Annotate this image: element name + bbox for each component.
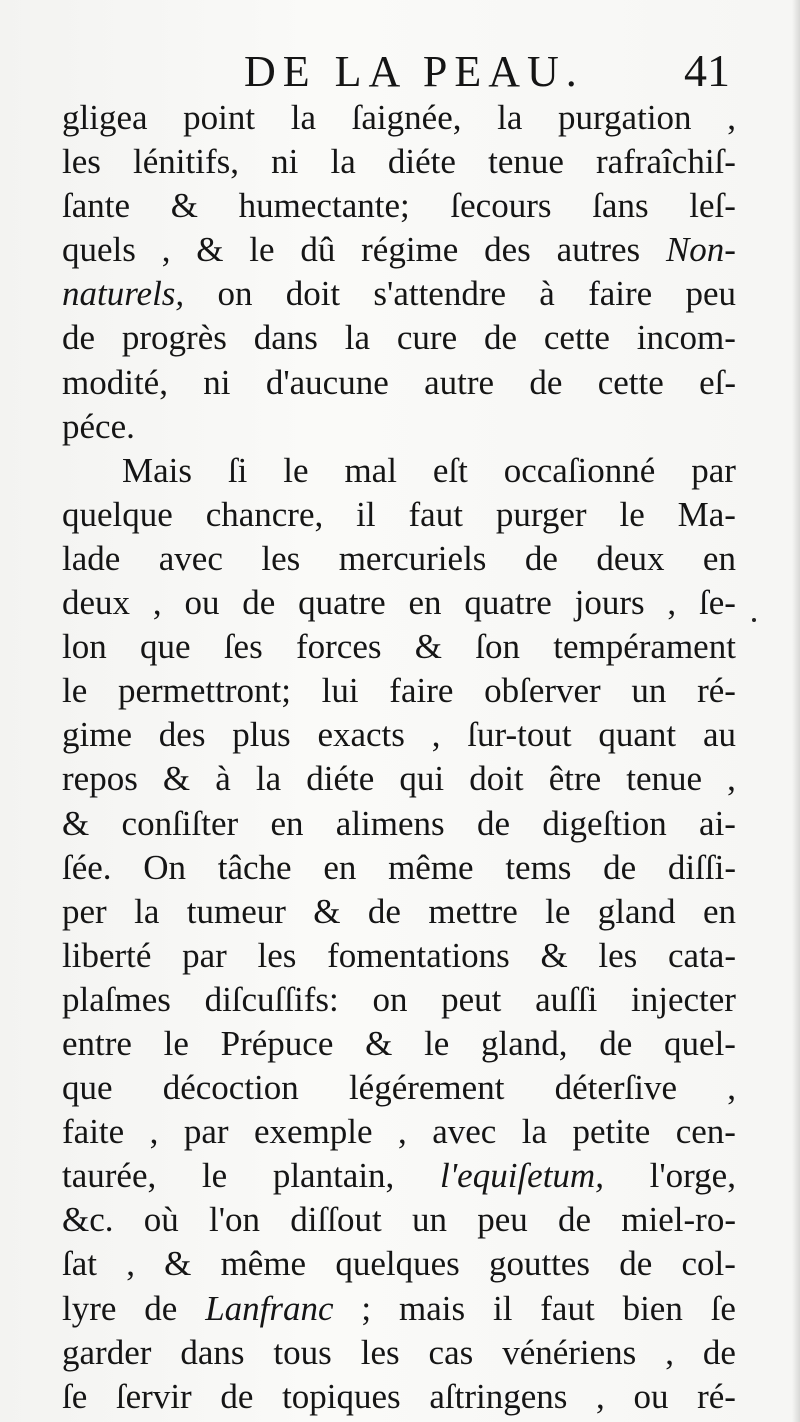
word: lui — [321, 671, 359, 711]
word: humectante; — [238, 186, 410, 226]
text-line — [62, 890, 736, 934]
word: quatre — [298, 583, 386, 623]
word: gland — [597, 891, 676, 931]
word: , — [431, 715, 441, 755]
word: ſée. — [62, 847, 112, 887]
word: ſans — [592, 186, 649, 226]
word: , — [665, 1332, 674, 1372]
word: & — [196, 230, 224, 270]
word: l'orge, — [649, 1156, 736, 1196]
word: leſ- — [689, 186, 736, 226]
word: mercuriels — [338, 538, 487, 578]
word: légérement — [348, 1068, 505, 1108]
text-line — [62, 96, 736, 140]
word: en — [702, 891, 736, 931]
word: miel-ro- — [621, 1200, 736, 1240]
text-line — [62, 802, 736, 846]
word: occaſionné — [503, 450, 656, 490]
word: par — [183, 1112, 229, 1152]
word: les — [598, 935, 638, 975]
word: progrès — [121, 318, 227, 358]
text-line — [62, 1198, 736, 1242]
word: bien — [622, 1288, 683, 1328]
word: être — [548, 759, 602, 799]
word: ſes — [223, 627, 263, 667]
word: point — [183, 98, 256, 137]
text-line — [62, 934, 736, 978]
word: en — [323, 847, 357, 887]
word: en — [702, 538, 736, 578]
word: gligea — [62, 98, 148, 137]
word: autres — [556, 230, 641, 270]
word: mais — [399, 1288, 466, 1328]
text-line — [62, 1154, 736, 1198]
word: diéte — [306, 759, 375, 799]
word: vénériens — [502, 1332, 637, 1372]
word: dû — [300, 230, 336, 270]
word: doit — [469, 759, 524, 799]
word: que — [140, 627, 191, 667]
word: la — [330, 142, 356, 182]
page-number: 41 — [684, 45, 730, 96]
word: de — [144, 1288, 178, 1328]
word: plantain, — [272, 1156, 395, 1196]
text-line — [62, 669, 736, 713]
word: la — [344, 318, 371, 358]
word: ré- — [697, 671, 736, 711]
page-header — [0, 44, 800, 104]
word: naturels, — [62, 274, 185, 314]
word: lon — [62, 627, 107, 667]
word: tous — [273, 1332, 332, 1372]
word: de — [367, 891, 401, 931]
word: gime — [62, 715, 132, 755]
word: ſur-tout — [467, 715, 572, 755]
word: faire — [588, 274, 653, 314]
word: jours — [574, 583, 645, 623]
word: faut — [540, 1288, 595, 1328]
word: de — [524, 538, 558, 578]
word: avec — [158, 538, 223, 578]
word: & — [164, 1244, 192, 1284]
word: Ma- — [677, 494, 736, 534]
word: , — [126, 1244, 135, 1284]
word: ſecours — [450, 186, 552, 226]
word: conſiſter — [121, 803, 239, 843]
word: mettre — [428, 891, 518, 931]
word: cas — [428, 1332, 474, 1372]
word: de — [529, 362, 563, 402]
page-edge-shadow — [792, 0, 800, 1422]
word: gland, — [481, 1023, 568, 1063]
word: ſat — [62, 1244, 97, 1284]
word: en — [408, 583, 442, 623]
word: quelques — [335, 1244, 460, 1284]
text-line — [62, 140, 736, 184]
word: quant — [598, 715, 677, 755]
word: eſt — [432, 450, 468, 490]
word: de — [603, 847, 637, 887]
text-line — [62, 272, 736, 316]
word: ſon — [475, 627, 520, 667]
word: ſe — [62, 1376, 88, 1416]
word: dans — [180, 1332, 245, 1372]
word: cette — [543, 318, 610, 358]
word: quel- — [664, 1023, 736, 1063]
word: les — [261, 538, 301, 578]
word: ai- — [699, 803, 736, 843]
text-line — [62, 1375, 736, 1419]
word: l'on — [209, 1200, 261, 1240]
word: il — [356, 494, 376, 534]
word: un — [631, 671, 667, 711]
word: ſe- — [699, 583, 736, 623]
word: rafraîchiſ- — [596, 142, 736, 182]
word: , — [727, 759, 736, 799]
word: des — [158, 715, 206, 755]
word: garder — [62, 1332, 152, 1372]
word: cure — [396, 318, 458, 358]
word: qui — [399, 759, 445, 799]
word: exemple — [254, 1112, 373, 1152]
word: la — [255, 759, 282, 799]
word: ni — [203, 362, 231, 402]
text-line — [62, 757, 736, 801]
text-line — [62, 581, 736, 625]
word: ſaignée, — [351, 98, 462, 137]
word: auſſi — [535, 979, 598, 1019]
word: tâche — [217, 847, 292, 887]
word: faut — [408, 494, 463, 534]
word: la — [497, 98, 523, 137]
word: & — [414, 627, 442, 667]
word: obſerver — [484, 671, 601, 711]
word: , — [667, 583, 677, 623]
word: forces — [295, 627, 382, 667]
word: ré- — [697, 1376, 736, 1416]
word: les — [257, 935, 297, 975]
word: , — [149, 1112, 159, 1152]
word: On — [143, 847, 187, 887]
word: purger — [495, 494, 587, 534]
word: , — [727, 1068, 736, 1108]
word: deux — [62, 583, 131, 623]
word: autre — [424, 362, 495, 402]
word: modité, — [62, 362, 168, 402]
word: on — [372, 979, 408, 1019]
word: & — [365, 1023, 393, 1063]
word: cette — [597, 362, 664, 402]
word: Prépuce — [220, 1023, 334, 1063]
word: où — [143, 1200, 179, 1240]
word: diéte — [387, 142, 456, 182]
word: Non- — [665, 230, 736, 270]
word: avec — [432, 1112, 497, 1152]
word: chancre, — [205, 494, 324, 534]
word: & — [170, 186, 198, 226]
word: cata- — [668, 935, 736, 975]
word: un — [411, 1200, 447, 1240]
text-line — [62, 1331, 736, 1375]
margin-mark — [752, 618, 756, 622]
running-head: DE LA PEAU. — [244, 47, 584, 96]
word: repos — [62, 759, 138, 799]
word: cen- — [675, 1112, 736, 1152]
word: ſante — [62, 186, 131, 226]
word: eſ- — [699, 362, 736, 402]
body-text — [62, 96, 736, 1419]
word: & — [162, 759, 191, 799]
word: tenue — [488, 142, 564, 182]
text-line — [62, 316, 736, 360]
word: diſcuſſifs: — [204, 979, 339, 1019]
word: ſe — [710, 1288, 736, 1328]
text-line — [62, 713, 736, 757]
word: à — [539, 274, 555, 314]
word: mal — [344, 450, 397, 490]
word: de — [242, 583, 276, 623]
word: per — [62, 891, 107, 931]
text-line — [62, 1242, 736, 1286]
word: tems — [505, 847, 572, 887]
word: plus — [232, 715, 291, 755]
word: de — [599, 1023, 633, 1063]
word: & — [540, 935, 568, 975]
word: peut — [441, 979, 502, 1019]
word: , — [596, 1376, 605, 1416]
word: ſervir — [115, 1376, 192, 1416]
word: deux — [596, 538, 665, 578]
word: les — [360, 1332, 400, 1372]
word: quelque — [62, 494, 173, 534]
word: régime — [361, 230, 459, 270]
word: , — [152, 583, 162, 623]
text-line — [62, 846, 736, 890]
word: , — [161, 230, 171, 270]
word: il — [492, 1288, 513, 1328]
text-line — [62, 184, 736, 228]
word: lénitifs, — [133, 142, 239, 182]
word: la — [134, 891, 160, 931]
word: à — [215, 759, 231, 799]
word: aſtringens — [429, 1376, 568, 1416]
word: , — [727, 98, 736, 137]
word: le — [619, 494, 645, 534]
word: le — [163, 1023, 189, 1063]
word: purgation — [558, 98, 692, 137]
word: , — [398, 1112, 407, 1152]
word: le — [424, 1023, 450, 1063]
word: la — [290, 98, 317, 137]
word: fomentations — [327, 935, 510, 975]
word: incom- — [636, 318, 736, 358]
text-line — [62, 537, 736, 581]
word: dans — [253, 318, 318, 358]
word: on — [217, 274, 253, 314]
word: en — [270, 803, 304, 843]
word: ; — [361, 1288, 372, 1328]
text-line — [62, 493, 736, 537]
word: faite — [62, 1112, 125, 1152]
word: faire — [389, 671, 454, 711]
word: diſſout — [290, 1200, 382, 1240]
word: de — [62, 318, 96, 358]
text-line — [62, 625, 736, 669]
word: Lanfranc — [205, 1288, 334, 1328]
word: péce. — [62, 406, 135, 446]
word: gouttes — [488, 1244, 591, 1284]
word: le — [249, 230, 275, 270]
word: des — [484, 230, 531, 270]
word: de — [483, 318, 518, 358]
word: les — [62, 142, 101, 182]
word: col- — [681, 1244, 736, 1284]
word: peu — [685, 274, 736, 314]
word: de — [619, 1244, 653, 1284]
word: exacts — [317, 715, 405, 755]
word: diſſi- — [667, 847, 736, 887]
word: permettront; — [117, 671, 291, 711]
word: entre — [62, 1023, 132, 1063]
word: ou — [184, 583, 220, 623]
word: d'aucune — [265, 362, 389, 402]
word: liberté — [62, 935, 152, 975]
text-line — [62, 978, 736, 1022]
word: le — [62, 671, 88, 711]
word: s'attendre — [373, 274, 507, 314]
word: lade — [62, 538, 121, 578]
text-line — [62, 361, 736, 405]
word: ou — [633, 1376, 669, 1416]
word: le — [283, 450, 309, 490]
text-line — [62, 1066, 736, 1110]
word: alimens — [335, 803, 445, 843]
word: petite — [572, 1112, 651, 1152]
word: que — [62, 1068, 113, 1108]
text-line — [62, 228, 736, 272]
word: tenue — [626, 759, 703, 799]
text-line — [62, 405, 736, 449]
text-line — [62, 1287, 736, 1331]
word: doit — [285, 274, 341, 314]
word: lyre — [62, 1288, 117, 1328]
word: ſi — [227, 450, 248, 490]
word: injecter — [631, 979, 736, 1019]
word: le — [201, 1156, 228, 1196]
word: ni — [271, 142, 299, 182]
word: l'equiſetum, — [439, 1156, 604, 1196]
word: de — [220, 1376, 254, 1416]
word: plaſmes — [62, 979, 171, 1019]
word: quels — [62, 230, 136, 270]
word: peu — [477, 1200, 528, 1240]
word: digeſtion — [542, 803, 667, 843]
text-line — [62, 1110, 736, 1154]
word: Mais — [122, 450, 192, 490]
text-line — [62, 449, 736, 493]
word: taurée, — [62, 1156, 157, 1196]
word: de — [476, 803, 511, 843]
word: déterſive — [554, 1068, 678, 1108]
text-line — [62, 1022, 736, 1066]
word: décoction — [162, 1068, 299, 1108]
word: topiques — [282, 1376, 401, 1416]
word: le — [545, 891, 571, 931]
word: &c. — [62, 1200, 114, 1240]
word: même — [388, 847, 474, 887]
word: quatre — [464, 583, 552, 623]
word: de — [558, 1200, 592, 1240]
word: la — [521, 1112, 548, 1152]
word: par — [182, 935, 227, 975]
word: & — [313, 891, 341, 931]
word: de — [702, 1332, 736, 1372]
word: tumeur — [186, 891, 286, 931]
word: & — [62, 803, 90, 843]
word: même — [220, 1244, 307, 1284]
word: au — [702, 715, 736, 755]
word: par — [691, 450, 736, 490]
word: tempérament — [553, 627, 736, 667]
